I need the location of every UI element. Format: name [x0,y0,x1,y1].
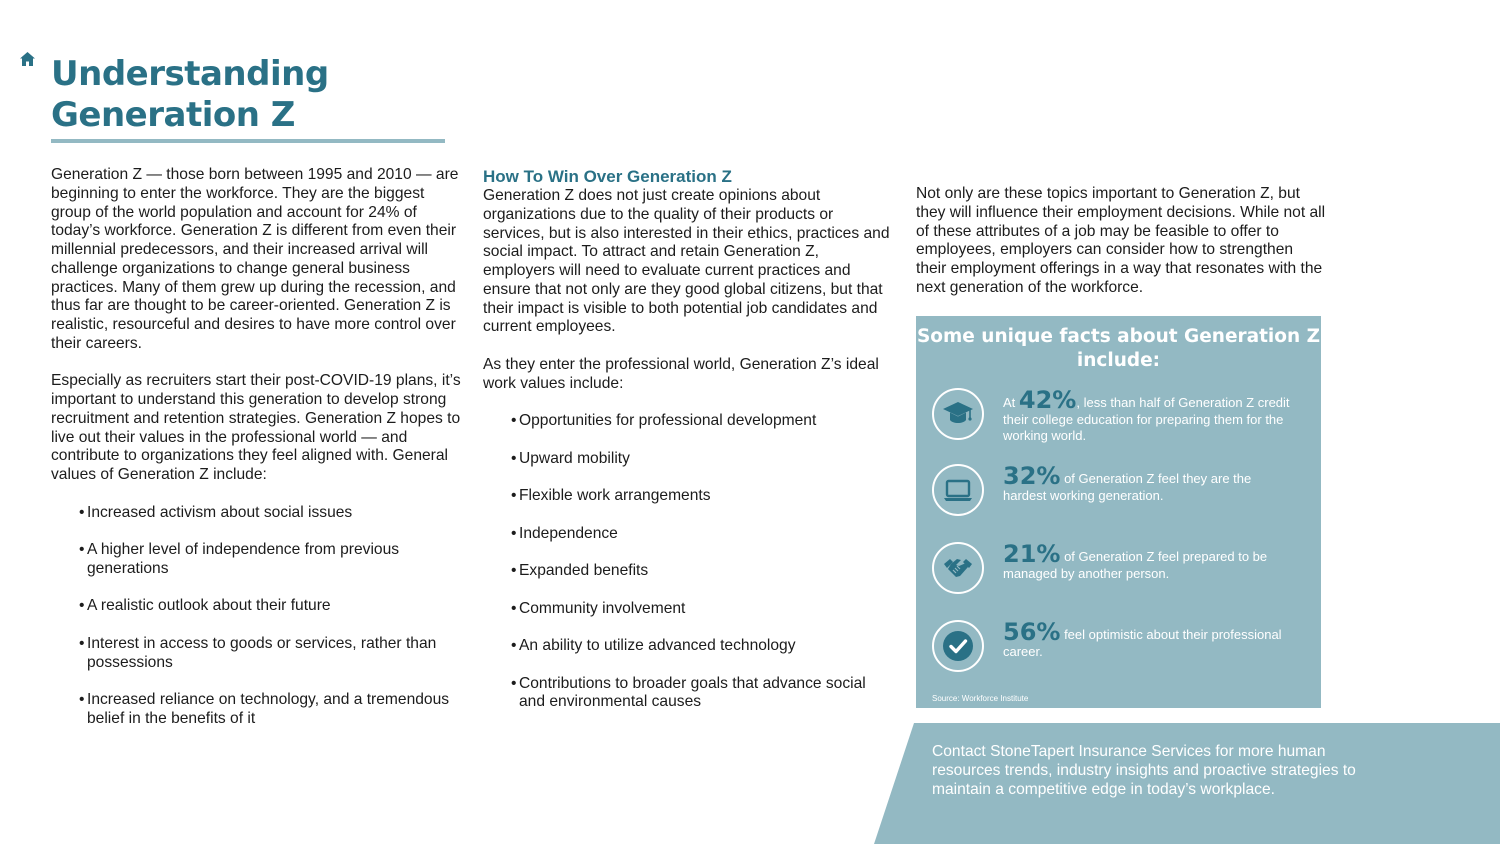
title-underline [51,139,445,143]
page-title-line-2: Generation Z [51,95,295,135]
list-item: • Increased activism about social issues [51,504,466,523]
page-title [51,54,451,136]
fact-percent: 32% [1003,462,1061,490]
facts-panel [916,316,1321,708]
list-item: • A higher level of independence from previous generations [51,541,466,579]
list-item: • Upward mobility [483,450,893,469]
fact-text [1003,464,1293,504]
section-heading: How To Win Over Generation Z [483,167,732,186]
fact-percent: 42% [1018,386,1077,414]
fact-text [1003,620,1293,660]
list-item: • Opportunities for professional development [483,412,893,431]
list-item: • Increased reliance on technology, and a tremendous belief in the benefits of it [51,691,466,729]
list-item: • Expanded benefits [483,562,893,581]
graduation-cap-icon [932,388,984,440]
page-title-line-1: Understanding [51,54,329,94]
list-item: • A realistic outlook about their future [51,597,466,616]
list-item: • Community involvement [483,600,893,619]
handshake-icon [932,542,984,594]
intro-paragraph: Generation Z — those born between 1995 and 2010 — are beginning to enter the workforce. They are the biggest group of the world population and account for 24% of today’s workforce. Generation Z is different from even their millennial predecessors, and their increased arrival will challenge organizations to change general business practices. Many of them grew up during the recession, and thus far are thought to be career-oriented. Generation Z is realistic, resourceful and desires to have more control over their careers. [51,166,459,352]
fact-percent: 56% [1003,618,1061,646]
fact-text [1003,542,1293,582]
column-understanding [51,166,466,747]
list-item: • Flexible work arrangements [483,487,893,506]
checkmark-icon [932,620,984,672]
home-icon[interactable] [19,51,36,67]
column-how-to-win [483,166,893,731]
laptop-icon [932,464,984,516]
fact-item [932,620,1312,680]
list-item: • Contributions to broader goals that advance social and environmental causes [483,675,893,713]
fact-prefix: At [1003,395,1019,410]
work-values-intro: As they enter the professional world, Generation Z’s ideal work values include: [483,355,879,392]
work-values-list [483,412,893,712]
fact-description: of Generation Z feel prepared to be managed by another person. [1003,549,1268,581]
win-over-paragraph: Generation Z does not just create opinions about organizations due to the quality of their products or services, but is also interested in their ethics, practices and social impact. To attract and retain Generation Z, employers will need to evaluate current practices and ensure that not only are they good global citizens, but that their impact is visible to both potential job candidates and current employees. [483,187,890,336]
fact-text [1003,388,1293,444]
contact-text: Contact StoneTapert Insurance Services for more human resources trends, industry insights and proactive strategies to maintain a competitive edge in today’s workplace. [932,743,1356,798]
fact-item [932,464,1312,524]
fact-description: , less than half of Generation Z credit their college education for preparing them for the working world. [1003,395,1290,443]
fact-percent: 21% [1003,540,1061,568]
list-item: • Independence [483,525,893,544]
list-item: • Interest in access to goods or services, rather than possessions [51,635,466,673]
list-item: • An ability to utilize advanced technology [483,637,893,656]
employment-paragraph: Not only are these topics important to Generation Z, but they will influence their employment decisions. While not all of these attributes of a job may be feasible to offer to employees, employers can consider how to strengthen their employment offerings in a way that resonates with the next generation of the workforce. [916,185,1326,296]
fact-item [932,542,1312,602]
fact-description: of Generation Z feel they are the hardest working generation. [1003,471,1252,503]
fact-description: feel optimistic about their professional career. [1003,627,1282,659]
values-intro-paragraph: Especially as recruiters start their post-COVID-19 plans, it’s important to understand this generation to develop strong recruitment and retention strategies. Generation Z hopes to live out their values in the professional world — and contribute to organizations they feel aligned with. General values of Generation Z include: [51,372,461,483]
facts-source: Source: Workforce Institute [932,694,1029,703]
fact-item [932,388,1312,448]
facts-panel-title: Some unique facts about Generation Z include: [916,326,1321,371]
column-employment-decisions [916,185,1326,298]
general-values-list [51,504,466,729]
